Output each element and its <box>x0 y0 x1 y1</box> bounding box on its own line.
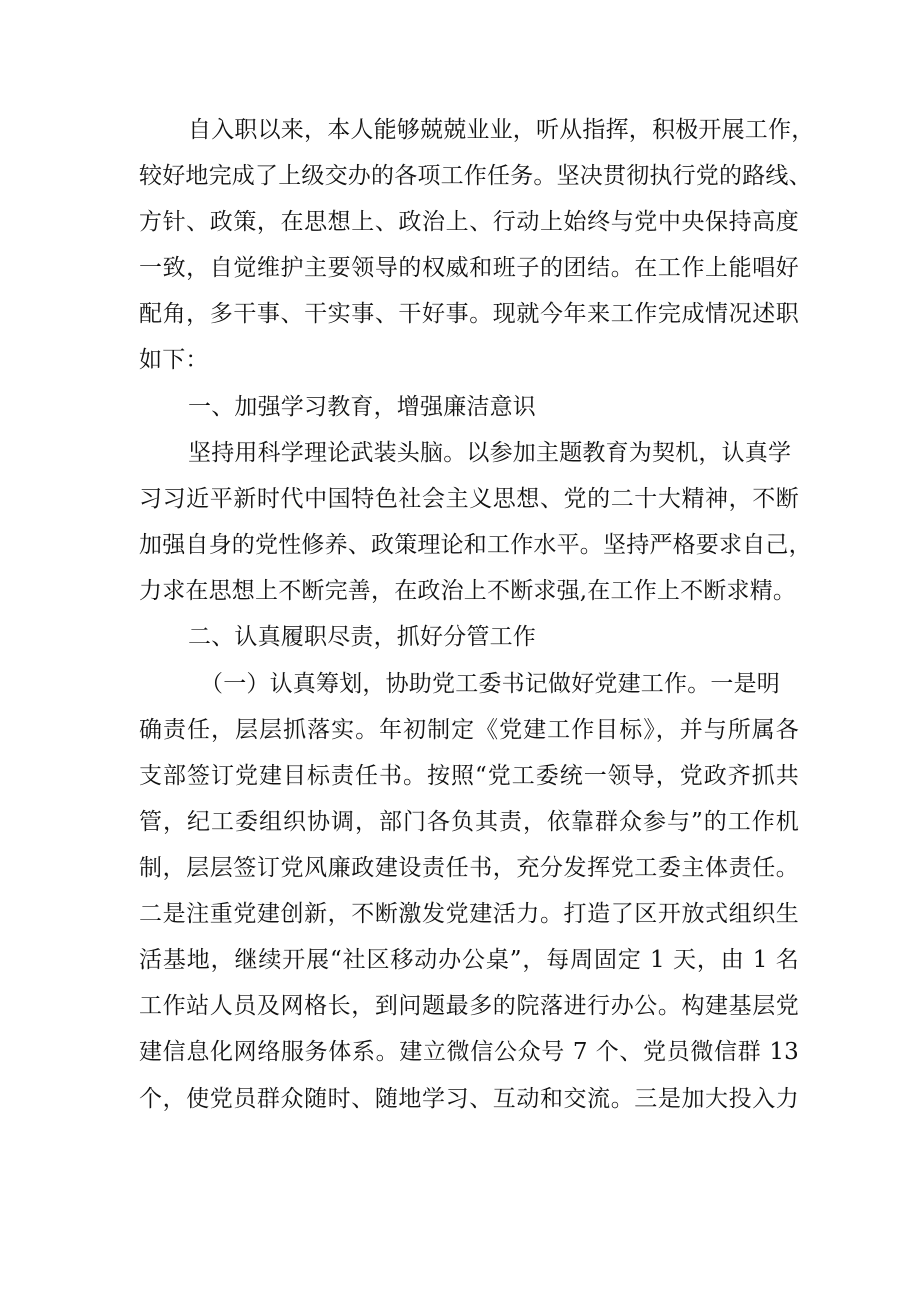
paragraph-line: 制，层层签订党风廉政建设责任书，充分发挥党工委主体责任。 <box>139 855 799 881</box>
paragraph-line: 配角，多干事、干实事、干好事。现就今年来工作完成情况述职 <box>139 301 799 327</box>
paragraph-line: 一致，自觉维护主要领导的权威和班子的团结。在工作上能唱好 <box>139 255 799 281</box>
paragraph-line: 活基地，继续开展“社区移动办公桌”，每周固定 1 天，由 1 名 <box>139 947 799 973</box>
paragraph-line: 建信息化网络服务体系。建立微信公众号 7 个、党员微信群 13 <box>139 1039 799 1065</box>
section-heading: 一、加强学习教育，增强廉洁意识 <box>188 394 536 420</box>
paragraph-line: 确责任，层层抓落实。年初制定《党建工作目标》，并与所属各 <box>139 717 799 743</box>
paragraph-line: 加强自身的党性修养、政策理论和工作水平。坚持严格要求自己， <box>139 532 812 558</box>
paragraph-line: 力求在思想上不断完善，在政治上不断求强,在工作上不断求精。 <box>139 578 797 604</box>
paragraph-line: 二是注重党建创新，不断激发党建活力。打造了区开放式组织生 <box>139 901 799 927</box>
paragraph-line: 方针、政策，在思想上、政治上、行动上始终与党中央保持高度 <box>139 209 799 235</box>
paragraph-line: 较好地完成了上级交办的各项工作任务。坚决贯彻执行党的路线、 <box>139 163 812 189</box>
subsection-line: （一）认真筹划，协助党工委书记做好党建工作。一是明 <box>200 671 780 697</box>
paragraph-line: 工作站人员及网格长，到问题最多的院落进行办公。构建基层党 <box>139 993 799 1019</box>
section-heading: 二、认真履职尽责，抓好分管工作 <box>188 624 536 650</box>
paragraph-line: 支部签订党建目标责任书。按照“党工委统一领导，党政齐抓共 <box>139 763 799 789</box>
paragraph-line: 如下： <box>139 347 209 373</box>
paragraph-line: 习习近平新时代中国特色社会主义思想、党的二十大精神，不断 <box>139 486 799 512</box>
paragraph-line: 管，纪工委组织协调，部门各负其责，依靠群众参与”的工作机 <box>139 809 799 835</box>
paragraph-line: 坚持用科学理论武装头脑。以参加主题教育为契机，认真学 <box>188 440 792 466</box>
paragraph-line: 自入职以来，本人能够兢兢业业，听从指挥，积极开展工作， <box>188 117 815 143</box>
paragraph-line: 个，使党员群众随时、随地学习、互动和交流。三是加大投入力 <box>139 1086 799 1112</box>
